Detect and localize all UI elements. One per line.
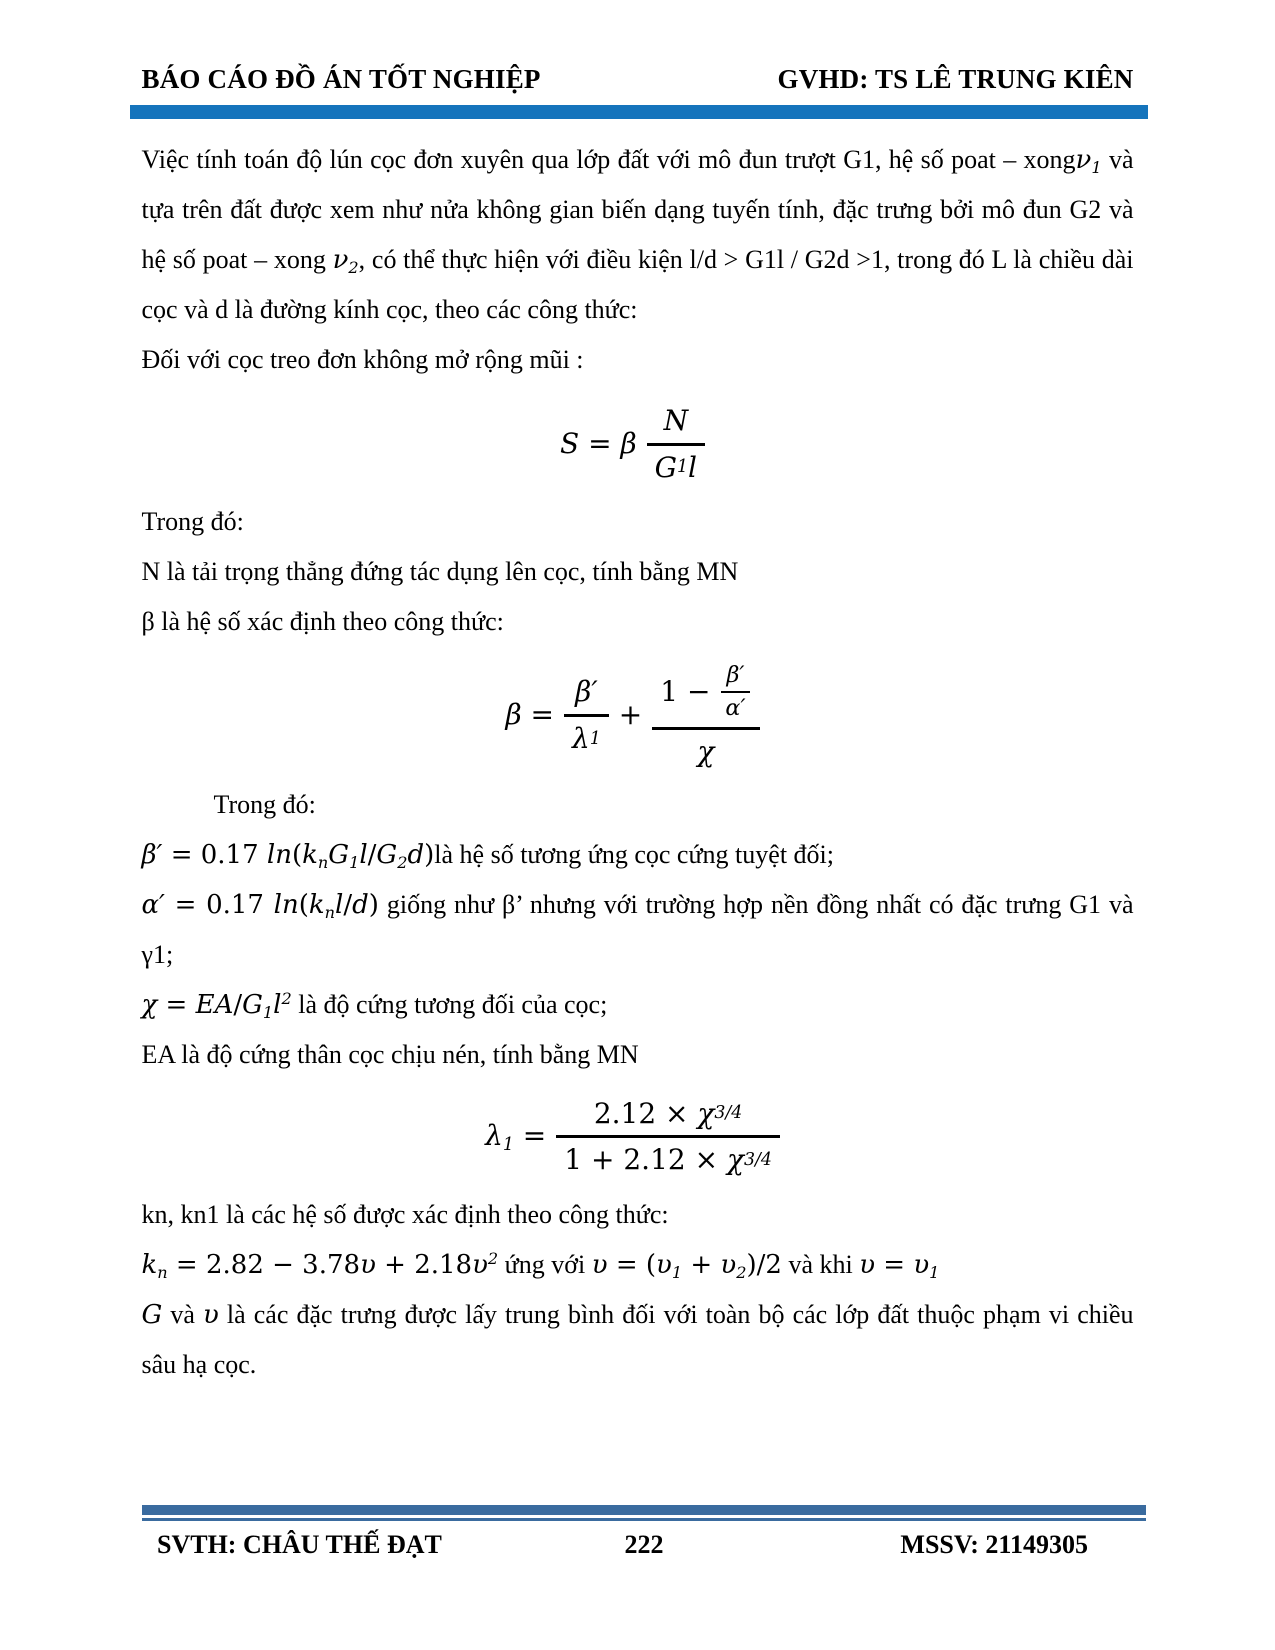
fraction-numerator: 2.12 × χ 3/4 [556,1096,780,1139]
numerator-prefix: 1 − [660,674,720,708]
formula-lhs: β = [505,698,554,732]
paragraph-beta-prime: β′ = 0.17 $\ln(k_nG_1l/G_2d)là$ hệ số tương ứng cọc cứng tuyệt đối; [141,839,834,872]
fraction [652,661,759,769]
fraction [564,674,609,756]
fraction [556,1096,780,1178]
footer-page-number: 222 [624,1530,664,1559]
paragraph-kn-intro: kn, kn1 là các hệ số được xác định theo công thức: [141,1199,669,1229]
document-body [142,135,1134,1390]
paragraph-g-average: G và υ là các đặc trưng được lấy trung bình đối với toàn bộ các lớp đất thuộc phạm vi chiều sâu hạ cọc. [141,1299,1134,1379]
formula-lhs: S = β [559,426,637,460]
fraction-denominator: 1 + 2.12 × χ 3/4 [564,1143,772,1177]
fraction-numerator: β′ [721,662,749,693]
paragraph-intro: Việc tính toán độ lún cọc đơn xuyên qua lớp đất với mô đun trượt G1, hệ số poat – xongν$_1$ và tựa trên đất được xem như nửa không gian biến dạng tuyến tính, đặc trưng bởi mô đun G2 và hệ số poat – xong $\nu_2$, có thể thực hiện với điều kiện l/d > G1l / G2d >1, trong đó L là chiều dài cọc và d là đường kính cọc, theo các công thức: [141,145,1134,324]
paragraph-pile-case: Đối với cọc treo đơn không mở rộng mũi : [141,345,584,374]
paragraph-alpha-prime: α′ = 0.17 $\ln(k_nl/d)$ giống như β’ nhưng với trường hợp nền đồng nhất có đặc trưng G1 và γ1; [141,889,1134,969]
fraction-denominator: χ [697,734,715,768]
fraction-denominator: α′ [725,695,746,722]
page-footer [142,1505,1146,1560]
header-title-left: BÁO CÁO ĐỒ ÁN TỐT NGHIỆP [141,64,541,94]
footer-student-id: MSSV: 21149305 [900,1530,1088,1559]
formula-beta [142,661,1134,769]
header-rule [130,105,1148,119]
paragraph-ea-definition: EA là độ cứng thân cọc chịu nén, tính bằng MN [141,1039,639,1069]
formula-settlement [142,403,1134,485]
label-trong-do: Trong đó: [141,507,244,537]
header-title-right: GVHD: TS LÊ TRUNG KIÊN [777,64,1134,94]
fraction-denominator: λ 1 [572,721,601,755]
paragraph-chi: $\chi = EA/G_1l^2$ là độ cứng tương đối của cọc; [141,988,608,1022]
fraction-numerator [652,661,759,730]
fraction-denominator: G 1 l [654,450,698,484]
footer-rule-thin [142,1518,1146,1521]
page-content [142,0,1134,1390]
fraction-numerator: β′ [564,674,609,717]
paragraph-beta-intro: β là hệ số xác định theo công thức: [141,607,504,637]
formula-lhs: $\lambda_1$ = [485,1119,547,1156]
operator-plus: + [618,698,643,732]
footer-rule-thick [142,1505,1146,1515]
paragraph-kn-formula: $k_n = 2.82 - 3.78\upsilon + 2.18\upsilon^2$ ứng với $\upsilon = (\upsilon_1 + \upsilon_2)/2$ và khi $\upsilon = \upsilon_1$ [141,1248,940,1282]
fraction-numerator: N [647,403,705,446]
nested-fraction [721,662,749,722]
paragraph-n-definition: N là tải trọng thẳng đứng tác dụng lên cọc, tính bằng MN [141,557,739,587]
label-trong-do-indented: Trong đó: [213,789,316,819]
formula-lambda [142,1096,1134,1178]
footer-text-row [142,1530,1146,1560]
page-header [142,0,1134,95]
fraction [647,403,705,485]
footer-student-name: SVTH: CHÂU THẾ ĐẠT [157,1530,442,1559]
